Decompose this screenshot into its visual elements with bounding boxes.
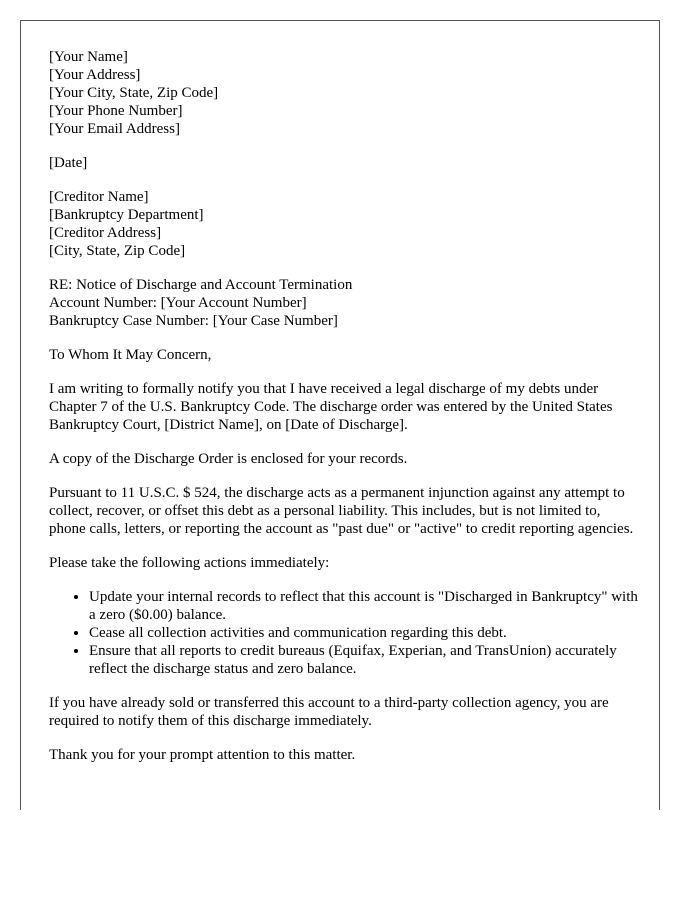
- date-block: [49, 154, 639, 172]
- actions-intro-paragraph: Please take the following actions immediately:: [49, 555, 330, 571]
- sender-address-block: [49, 48, 639, 138]
- sender-name: [Your Name]: [49, 49, 128, 65]
- sender-address: [Your Address]: [49, 67, 141, 83]
- injunction-paragraph: Pursuant to 11 U.S.C. $ 524, the discharge acts as a permanent injunction against any attempt to collect, recover, or offset this debt as a personal liability. This includes, but is not limited to, phone calls, letters, or reporting the account as "past due" or "active" to credit reporting agencies.: [49, 485, 634, 537]
- sender-city-state-zip: [Your City, State, Zip Code]: [49, 85, 219, 101]
- creditor-department: [Bankruptcy Department]: [49, 207, 204, 223]
- intro-paragraph: I am writing to formally notify you that I have received a legal discharge of my debts under Chapter 7 of the U.S. Bankruptcy Code. The discharge order was entered by the United States Bankruptcy Court, [District Name], on [Date of Discharge].: [49, 381, 613, 433]
- enclosure-paragraph: A copy of the Discharge Order is enclosed for your records.: [49, 451, 408, 467]
- letter-content: [49, 48, 639, 780]
- letter-page: [20, 20, 660, 810]
- recipient-address-block: [49, 188, 639, 260]
- closing-paragraph: Thank you for your prompt attention to this matter.: [49, 747, 356, 763]
- salutation: To Whom It May Concern,: [49, 347, 212, 363]
- creditor-city-state-zip: [City, State, Zip Code]: [49, 243, 186, 259]
- case-number-line: Bankruptcy Case Number: [Your Case Number]: [49, 313, 338, 329]
- action-list: [49, 588, 639, 678]
- creditor-address: [Creditor Address]: [49, 225, 162, 241]
- sender-email: [Your Email Address]: [49, 121, 180, 137]
- creditor-name: [Creditor Name]: [49, 189, 149, 205]
- action-list-item: • Ensure that all reports to credit bureaus (Equifax, Experian, and TransUnion) accurately reflect the discharge status and zero balance.: [89, 642, 639, 678]
- third-party-paragraph: If you have already sold or transferred this account to a third-party collection agency, you are required to notify them of this discharge immediately.: [49, 695, 609, 729]
- action-list-item: • Cease all collection activities and communication regarding this debt.: [89, 624, 639, 642]
- account-number-line: Account Number: [Your Account Number]: [49, 295, 307, 311]
- action-list-item: • Update your internal records to reflect that this account is "Discharged in Bankruptcy" with a zero ($0.00) balance.: [89, 588, 639, 624]
- letter-date: [Date]: [49, 155, 88, 171]
- reference-block: [49, 276, 639, 330]
- subject-line: RE: Notice of Discharge and Account Termination: [49, 277, 353, 293]
- sender-phone: [Your Phone Number]: [49, 103, 183, 119]
